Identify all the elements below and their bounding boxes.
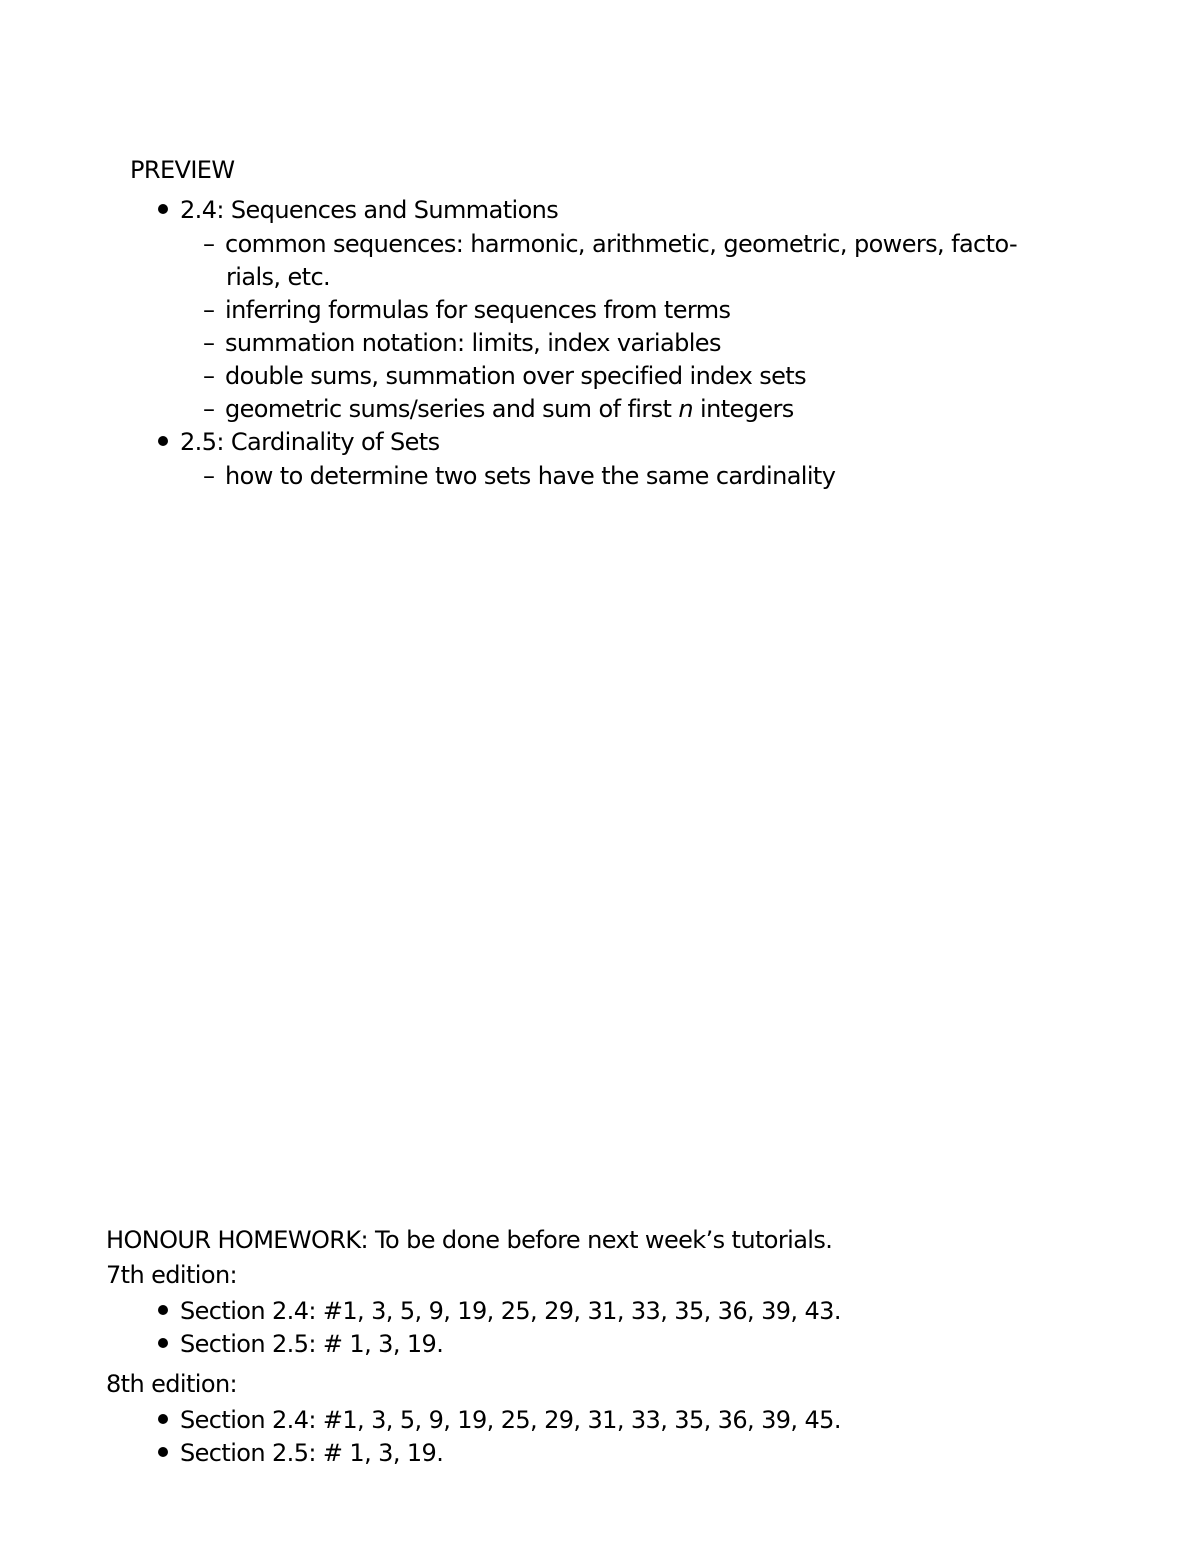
- list-item: [158, 1439, 443, 1467]
- list-item-text: double sums, summation over specified index sets: [225, 362, 806, 390]
- homework-title: HONOUR HOMEWORK: To be done before next week’s tutorials.: [106, 1226, 833, 1254]
- list-item-text: geometric sums/series and sum of first: [225, 395, 679, 423]
- list-item-text: summation notation: limits, index variables: [225, 329, 721, 357]
- variable-n: n: [678, 395, 694, 423]
- bullet-icon: [158, 436, 168, 446]
- dash-icon: –: [203, 296, 215, 324]
- edition-label-8th: 8th edition:: [106, 1370, 238, 1398]
- list-item: [158, 1297, 841, 1325]
- homework-item: Section 2.4: #1, 3, 5, 9, 19, 25, 29, 31, 33, 35, 36, 39, 43.: [180, 1297, 841, 1325]
- section-2-4: [158, 196, 558, 224]
- dash-icon: –: [203, 395, 215, 423]
- list-item: [158, 1406, 841, 1434]
- preview-heading: PREVIEW: [130, 156, 235, 184]
- bullet-icon: [158, 204, 168, 214]
- list-item: [203, 329, 721, 357]
- dash-icon: –: [203, 329, 215, 357]
- list-item-text: inferring formulas for sequences from terms: [225, 296, 731, 324]
- section-label: 2.4: Sequences and Summations: [180, 196, 559, 224]
- list-item-continuation: rials, etc.: [226, 263, 331, 291]
- list-item-text-end: integers: [693, 395, 794, 423]
- list-item: [203, 362, 806, 390]
- list-item-text: how to determine two sets have the same cardinality: [225, 462, 836, 490]
- homework-item: Section 2.5: # 1, 3, 19.: [180, 1330, 444, 1358]
- list-item: [203, 296, 730, 324]
- homework-item: Section 2.5: # 1, 3, 19.: [180, 1439, 444, 1467]
- section-2-5: [158, 428, 439, 456]
- homework-item: Section 2.4: #1, 3, 5, 9, 19, 25, 29, 31, 33, 35, 36, 39, 45.: [180, 1406, 841, 1434]
- dash-icon: –: [203, 462, 215, 490]
- list-item: [158, 1330, 443, 1358]
- list-item: [203, 395, 794, 423]
- list-item-text: common sequences: harmonic, arithmetic, geometric, powers, facto-: [225, 230, 1018, 258]
- list-item: [203, 462, 835, 490]
- bullet-icon: [158, 1338, 168, 1348]
- dash-icon: –: [203, 230, 215, 258]
- edition-label-7th: 7th edition:: [106, 1261, 238, 1289]
- bullet-icon: [158, 1414, 168, 1424]
- dash-icon: –: [203, 362, 215, 390]
- list-item: [203, 230, 1017, 258]
- bullet-icon: [158, 1305, 168, 1315]
- bullet-icon: [158, 1447, 168, 1457]
- section-label: 2.5: Cardinality of Sets: [180, 428, 440, 456]
